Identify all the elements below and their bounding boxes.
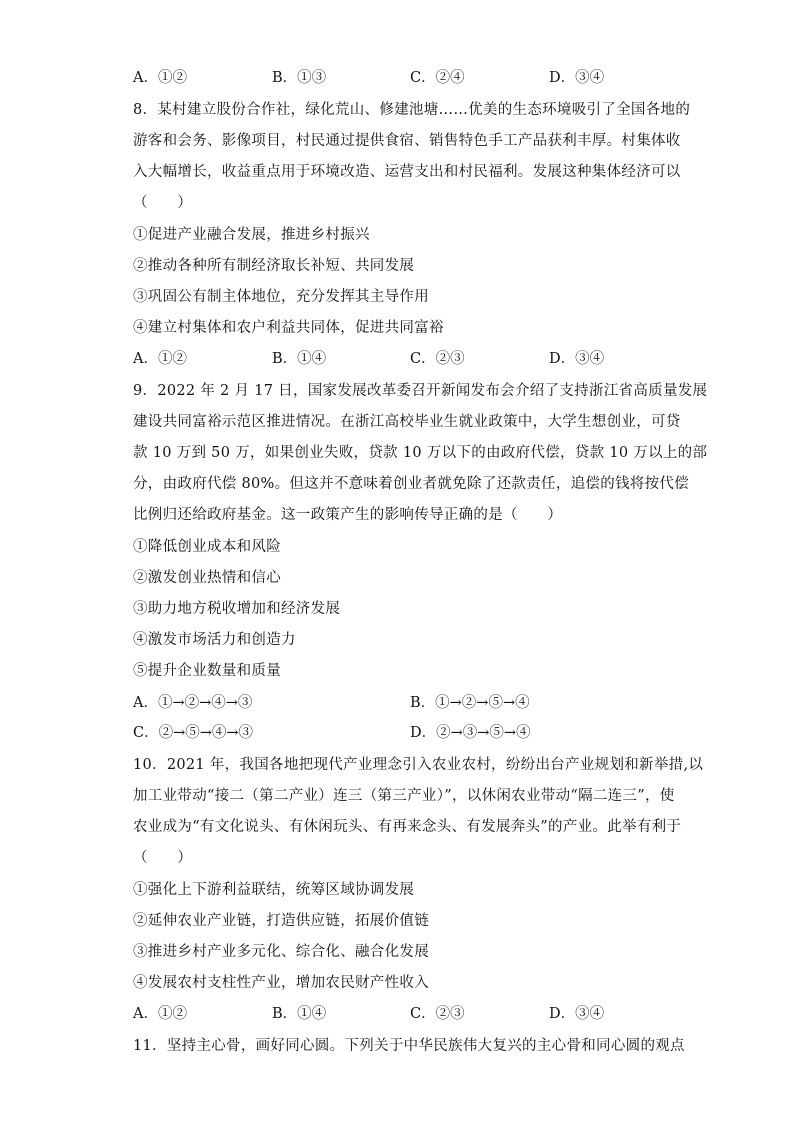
q9-option-c: C．②→⑤→④→③ [133,725,254,741]
q10-option-a: A．①② [133,1006,187,1022]
q7-option-a: A．①② [133,70,187,86]
q8-item-1: ①促进产业融合发展，推进乡村振兴 [133,227,370,243]
q10-stem-line: 农业成为“有文化说头、有休闲玩头、有再来念头、有发展奔头”的产业。此举有利于 [133,819,682,835]
q10-stem-line: （ ） [133,850,193,866]
q10-item-2: ②延伸农业产业链，打造供应链，拓展价值链 [133,913,429,929]
q9-option-d: D．②→③→⑤→④ [410,725,531,741]
q9-item-4: ④激发市场活力和创造力 [133,632,296,648]
q8-item-4: ④建立村集体和农户利益共同体，促进共同富裕 [133,320,444,336]
q9-item-5: ⑤提升企业数量和质量 [133,663,281,679]
q8-stem-line: 游客和会务、影像项目，村民通过提供食宿、销售特色手工产品获利丰厚。村集体收 [133,133,681,149]
q9-stem-line: 款 10 万到 50 万，如果创业失败，贷款 10 万以下的由政府代偿，贷款 10 万以上的部 [133,445,708,461]
q9-option-b: B．①→②→⑤→④ [410,695,530,711]
q9-stem-line: 分，由政府代偿 80%。但这并不意味着创业者就免除了还款责任，追偿的钱将按代偿 [133,476,690,492]
q9-item-2: ②激发创业热情和信心 [133,570,281,586]
q10-option-b: B．①④ [272,1006,327,1022]
q9-stem-line: 9．2022 年 2 月 17 日，国家发展改革委召开新闻发布会介绍了支持浙江省高质量发展 [133,383,708,399]
q9-item-3: ③助力地方税收增加和经济发展 [133,601,341,617]
q7-option-b: B．①③ [272,70,327,86]
q8-option-d: D．③④ [549,351,605,367]
q8-item-3: ③巩固公有制主体地位，充分发挥其主导作用 [133,289,429,305]
q10-item-3: ③推进乡村产业多元化、综合化、融合化发展 [133,944,429,960]
q9-option-a: A．①→②→④→③ [133,695,253,711]
q8-option-a: A．①② [133,351,187,367]
q10-option-c: C．②③ [410,1006,465,1022]
q11-stem-line: 11．坚持主心骨，画好同心圆。下列关于中华民族伟大复兴的主心骨和同心圆的观点 [133,1038,685,1054]
q8-stem-line: 8．某村建立股份合作社，绿化荒山、修建池塘……优美的生态环境吸引了全国各地的 [133,102,691,118]
q9-stem-line: 建设共同富裕示范区推进情况。在浙江高校毕业生就业政策中，大学生想创业，可贷 [133,414,681,430]
q8-option-c: C．②③ [410,351,465,367]
q9-item-1: ①降低创业成本和风险 [133,539,281,555]
q8-stem-line: 入大幅增长，收益重点用于环境改造、运营支出和村民福利。发展这种集体经济可以 [133,164,681,180]
q10-item-1: ①强化上下游利益联结，统筹区域协调发展 [133,882,415,898]
q10-option-d: D．③④ [549,1006,605,1022]
q10-item-4: ④发展农村支柱性产业，增加农民财产性收入 [133,975,429,991]
q8-option-b: B．①④ [272,351,327,367]
q10-stem-line: 10．2021 年，我国各地把现代产业理念引入农业农村，纷纷出台产业规划和新举措,以 [133,757,704,773]
q8-item-2: ②推动各种所有制经济取长补短、共同发展 [133,258,415,274]
q7-option-d: D．③④ [549,70,605,86]
q8-stem-line: （ ） [133,195,193,211]
q9-stem-line: 比例归还给政府基金。这一政策产生的影响传导正确的是（ ） [133,507,563,523]
q7-option-c: C．②④ [410,70,465,86]
q10-stem-line: 加工业带动“接二（第二产业）连三（第三产业）”，以休闲农业带动“隔二连三”，使 [133,788,675,804]
